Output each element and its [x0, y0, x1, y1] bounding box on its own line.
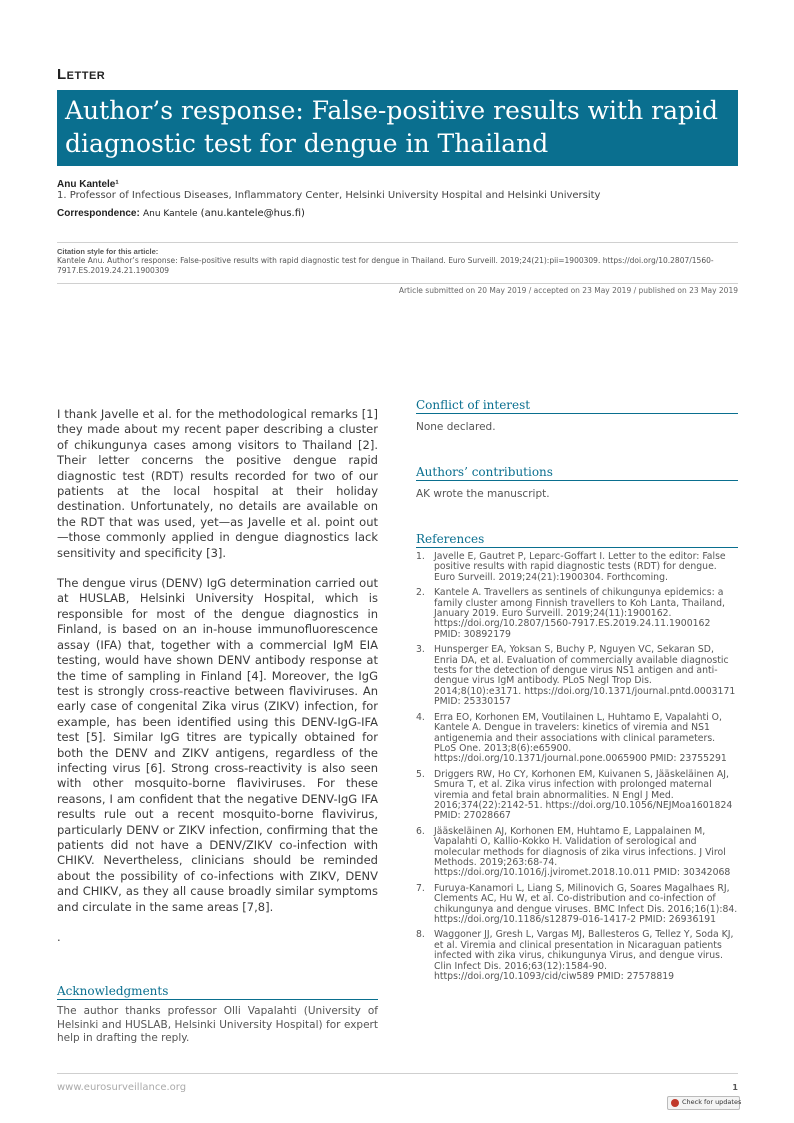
- acknowledgments-heading: Acknowledgments: [57, 984, 169, 998]
- reference-item: [416, 884, 738, 926]
- conflict-heading: Conflict of interest: [416, 398, 531, 412]
- page-number: 1: [732, 1083, 738, 1092]
- acknowledgments-text: The author thanks professor Olli Vapalahti (University of Helsinki and HUSLAB, Helsinki University Hospital) for expert help in drafting the reply.: [57, 1005, 378, 1044]
- contributions-text: AK wrote the manuscript.: [416, 488, 550, 500]
- reference-text: Erra EO, Korhonen EM, Voutilainen L, Huhtamo E, Vapalahti O, Kantele A. Dengue in travelers: kinetics of viremia and NS1 antigenemia and their associations with clinical parameters. PLoS One. 2013;8(6):e65900. https://doi.org/10.1371/journal.pone.0065900 PMID: 23755291: [434, 711, 727, 765]
- reference-number: 1.: [416, 551, 425, 562]
- reference-text: Waggoner JJ, Gresh L, Vargas MJ, Ballesteros G, Tellez Y, Soda KJ, et al. Viremia and clinical presentation in Nicaraguan patients infected with zika virus, chikungunya Virus, and dengue virus. Clin Infect Dis. 2016;63(12):1584-90. https://doi.org/10.1093/cid/ciw589 PMID: 27578819: [434, 929, 734, 983]
- title-banner: [57, 90, 738, 166]
- reference-text: Jääskeläinen AJ, Korhonen EM, Huhtamo E, Lappalainen M, Vapalahti O, Kallio-Kokko H. Validation of serological and molecular methods for diagnosis of zika virus infections. J Virol Methods. 2019;263:68-74. https://doi.org/10.1016/j.jviromet.2018.10.011 PMID: 30342068: [434, 825, 731, 879]
- citation-text: Kantele Anu. Author’s response: False-positive results with rapid diagnostic test for dengue in Thailand. Euro Surveill. 2019;24(21):pii=1900309. https://doi.org/10.2807/1560-7917.ES.2019.24.21.1900309: [57, 256, 714, 275]
- references-list: [416, 552, 738, 987]
- reference-text: Driggers RW, Ho CY, Korhonen EM, Kuivanen S, Jääskeläinen AJ, Smura T, et al. Zika virus infection with prolonged maternal viremia and fetal brain abnormalities. N Engl J Med. 2016;374(22):2142-51. https://doi.org/10.1056/NEJMoa1601824 PMID: 27028667: [434, 768, 733, 822]
- reference-text: Hunsperger EA, Yoksan S, Buchy P, Nguyen VC, Sekaran SD, Enria DA, et al. Evaluation of commercially available diagnostic tests for the detection of dengue virus NS1 antigen and anti-dengue virus IgM antibody. PLoS Negl Trop Dis. 2014;8(10):e3171. https://doi.org/10.1371/journal.pntd.0003171 PMID: 25330157: [434, 644, 736, 708]
- footer-divider: [57, 1073, 738, 1074]
- author-name: Anu Kantele¹: [57, 179, 119, 190]
- submission-dates: Article submitted on 20 May 2019 / accepted on 23 May 2019 / published on 23 May 2019: [398, 286, 738, 295]
- reference-number: 8.: [416, 929, 425, 941]
- reference-number: 6.: [416, 825, 425, 837]
- correspondence-name: Anu Kantele: [142, 209, 198, 219]
- reference-item: [416, 552, 738, 583]
- reference-item: [416, 770, 738, 822]
- reference-item: [416, 645, 738, 707]
- correspondence-email[interactable]: (anu.kantele@hus.fi): [200, 208, 305, 219]
- contributions-divider: [416, 480, 738, 481]
- reference-number: 3.: [416, 644, 425, 656]
- affiliation: 1. Professor of Infectious Diseases, Inflammatory Center, Helsinki University Hospital and Helsinki University: [57, 190, 601, 201]
- reference-item: [416, 713, 738, 765]
- citation-label: Citation style for this article:: [57, 247, 159, 256]
- references-heading: References: [416, 532, 485, 546]
- references-divider: [416, 547, 738, 548]
- article-title: Author’s response: False-positive results with rapid diagnostic test for dengue in Thailand: [65, 96, 719, 158]
- acknowledgments-divider: [57, 999, 378, 1000]
- body-paragraph-2: The dengue virus (DENV) IgG determination carried out at HUSLAB, Helsinki University Hospital, which is responsible for most of the dengue diagnostics in Finland, is based on an in-house immunofluorescence assay (IFA) that, together with a commercial IgM EIA testing, would have shown DENV antibody response at the time of sampling in Finland [4]. Moreover, the IgG test is strongly cross-reactive between flaviviruses. An early case of congenital Zika virus (ZIKV) infection, for example, has been identified using this DENV-IgG-IFA test [5]. Similar IgG titres are typically obtained for both the DENV and ZIKV antigens, regardless of the infecting virus [6]. Strong cross-reactivity is also seen with other mosquito-borne flaviviruses. For these reasons, I am confident that the negative DENV-IgG IFA results rule out a recent mosquito-borne flavivirus, particularly DENV or ZIKV infection, confirming that the patients did not have a DENV/ZIKV co-infection with CHIKV. Nevertheless, clinicians should be reminded about the possibility of co-infections with ZIKV, DENV and CHIKV, as they all cause broadly similar symptoms and circulate in the same areas [7,8].: [57, 576, 378, 914]
- conflict-divider: [416, 413, 738, 414]
- reference-item: [416, 930, 738, 982]
- body-paragraph-1: I thank Javelle et al. for the methodological remarks [1] they made about my recent paper describing a cluster of chikungunya cases among visitors to Thailand [2]. Their letter concerns the positive dengue rapid diagnostic test (RDT) results recorded for two of our patients at the local hospital at their holiday destination. Unfortunately, no details are available on the RDT that was used, yet—as Javelle et al. point out—those commonly applied in dengue diagnostics lack sensitivity and specificity [3].: [57, 407, 378, 560]
- reference-number: 5.: [416, 768, 425, 780]
- check-for-updates-button[interactable]: [667, 1096, 740, 1110]
- reference-number: 2.: [416, 587, 425, 599]
- reference-number: 4.: [416, 711, 425, 723]
- reference-text: Javelle E, Gautret P, Leparc-Goffart I. Letter to the editor: False positive results with rapid diagnostic tests (RDT) for dengue. Euro Surveill. 2019;24(21):1900304. Forthcoming.: [434, 551, 726, 583]
- correspondence-label: Correspondence:: [57, 208, 140, 219]
- footer-url[interactable]: www.eurosurveillance.org: [57, 1082, 187, 1093]
- body-paragraph-3: .: [57, 930, 61, 944]
- contributions-heading: Authors’ contributions: [416, 465, 553, 479]
- conflict-text: None declared.: [416, 421, 496, 433]
- letter-body: [57, 407, 378, 945]
- crossmark-icon: [671, 1099, 679, 1107]
- check-for-updates-label: Check for updates: [682, 1098, 742, 1106]
- correspondence: [57, 208, 305, 219]
- section-label: Letter: [57, 66, 106, 83]
- citation-box: [57, 242, 738, 284]
- reference-text: Furuya-Kanamori L, Liang S, Milinovich G, Soares Magalhaes RJ, Clements AC, Hu W, et al. Co-distribution and co-infection of chikungunya and dengue viruses. BMC Infect Dis. 2016;16(1):84. https://doi.org/10.1186/s12879-016-1417-2 PMID: 26936191: [434, 882, 738, 925]
- reference-text: Kantele A. Travellers as sentinels of chikungunya epidemics: a family cluster among Finnish travellers to Koh Lanta, Thailand, January 2019. Euro Surveill. 2019;24(11):1900162. https://doi.org/10.2807/1560-7917.ES.2019.24.11.1900162 PMID: 30892179: [434, 587, 725, 640]
- reference-item: [416, 827, 738, 879]
- reference-number: 7.: [416, 882, 425, 894]
- reference-item: [416, 588, 738, 640]
